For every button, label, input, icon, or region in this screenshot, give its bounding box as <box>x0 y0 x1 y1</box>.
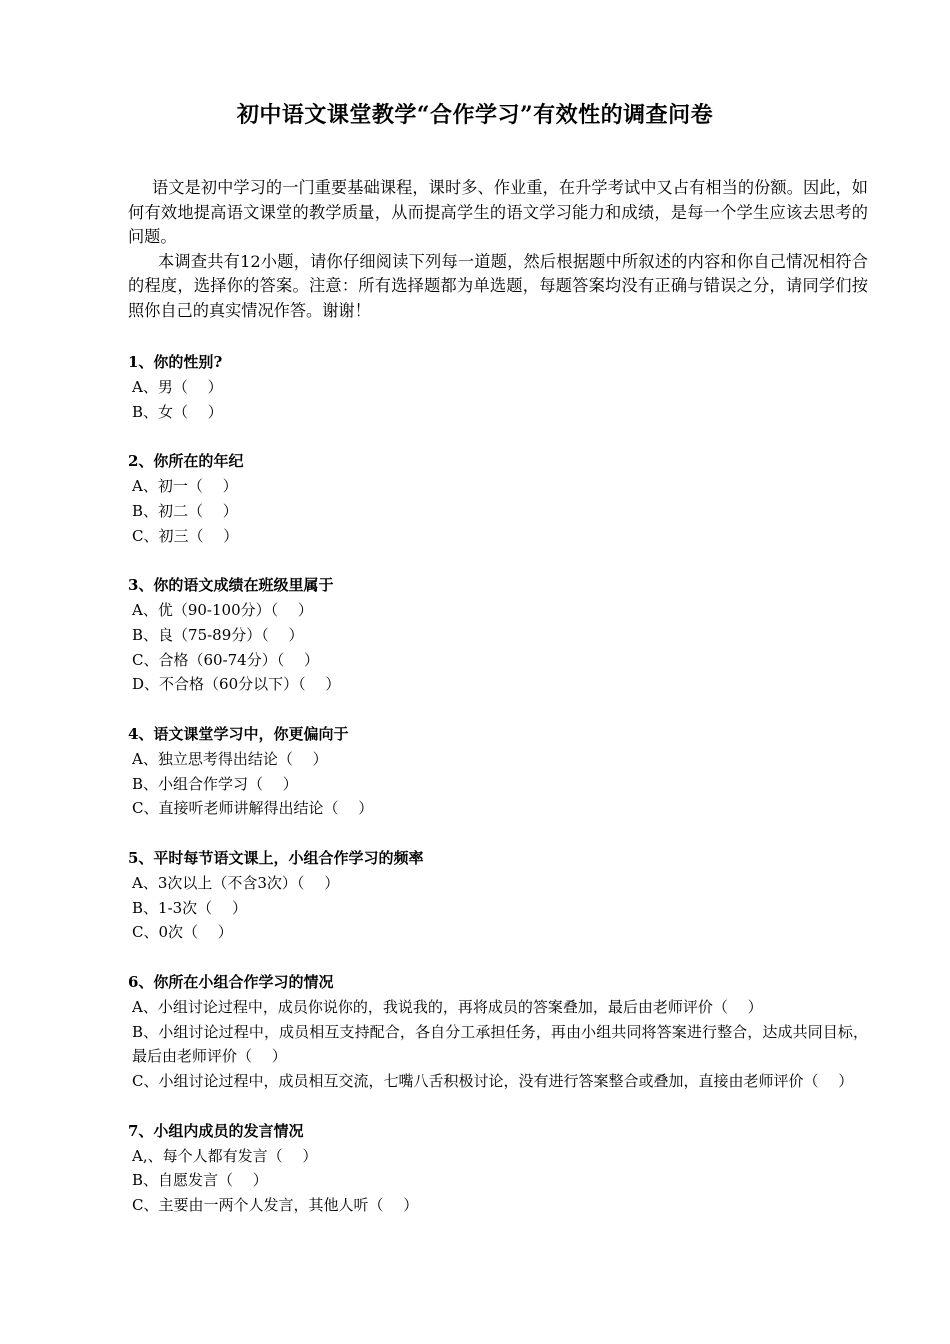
option: A、3次以上（不含3次）（ ） <box>132 873 340 892</box>
intro-section <box>128 176 868 323</box>
option: A,、每个人都有发言（ ） <box>132 1146 318 1165</box>
option: A、优（90-100分）（ ） <box>132 600 313 619</box>
option: C、主要由一两个人发言，其他人听（ ） <box>132 1196 419 1215</box>
option: D、不合格（60分以下）（ ） <box>132 675 341 694</box>
question-6 <box>128 970 868 1094</box>
option: A、初一（ ） <box>132 476 238 495</box>
question-3 <box>128 573 868 697</box>
option: B、1-3次（ ） <box>132 898 247 917</box>
question-7 <box>128 1119 868 1218</box>
option: B、自愿发言（ ） <box>132 1171 268 1190</box>
option: A、男（ ） <box>132 377 223 396</box>
question-list <box>128 350 868 1243</box>
intro-paragraph-2: 本调查共有12小题，请你仔细阅读下列每一道题，然后根据题中所叙述的内容和你自己情况相符合的程度，选择你的答案。注意：所有选择题都为单选题，每题答案均没有正确与错误之分，请同学们按照你自己的真实情况作答。谢谢！ <box>128 251 868 320</box>
option: C、直接听老师讲解得出结论（ ） <box>132 799 374 818</box>
question-2 <box>128 449 868 548</box>
option: B、小组合作学习（ ） <box>132 774 298 793</box>
option: C、合格（60-74分）（ ） <box>132 650 319 669</box>
question-title: 2、你所在的年纪 <box>128 452 244 471</box>
option: B、女（ ） <box>132 402 223 421</box>
option: B、小组讨论过程中，成员相互支持配合，各自分工承担任务，再由小组共同将答案进行整合，达成共同目标，最后由老师评价（ ） <box>132 1022 868 1066</box>
question-1 <box>128 350 868 424</box>
option: B、初二（ ） <box>132 501 238 520</box>
question-title: 6、你所在小组合作学习的情况 <box>128 972 334 991</box>
question-title: 3、你的语文成绩在班级里属于 <box>128 576 334 595</box>
document-title: 初中语文课堂教学“合作学习”有效性的调查问卷 <box>236 102 714 128</box>
option: C、0次（ ） <box>132 923 233 942</box>
intro-paragraph-1: 语文是初中学习的一门重要基础课程，课时多、作业重，在升学考试中又占有相当的份额。因此，如何有效地提高语文课堂的教学质量，从而提高学生的语文学习能力和成绩，是每一个学生应该去思考的问题。 <box>128 178 868 246</box>
question-5 <box>128 846 868 945</box>
question-title: 4、语文课堂学习中，你更偏向于 <box>128 724 349 743</box>
option: A、小组讨论过程中，成员你说你的，我说我的，再将成员的答案叠加，最后由老师评价（ ） <box>132 997 763 1016</box>
option: C、初三（ ） <box>132 526 239 545</box>
question-4 <box>128 722 868 821</box>
option: C、小组讨论过程中，成员相互交流，七嘴八舌积极讨论，没有进行答案整合或叠加，直接由老师评价（ ） <box>132 1072 854 1091</box>
question-title: 7、小组内成员的发言情况 <box>128 1121 304 1140</box>
question-title: 5、平时每节语文课上，小组合作学习的频率 <box>128 848 424 867</box>
question-title: 1、你的性别? <box>128 353 223 371</box>
option: A、独立思考得出结论（ ） <box>132 749 328 768</box>
option: B、良（75-89分）（ ） <box>132 625 304 644</box>
